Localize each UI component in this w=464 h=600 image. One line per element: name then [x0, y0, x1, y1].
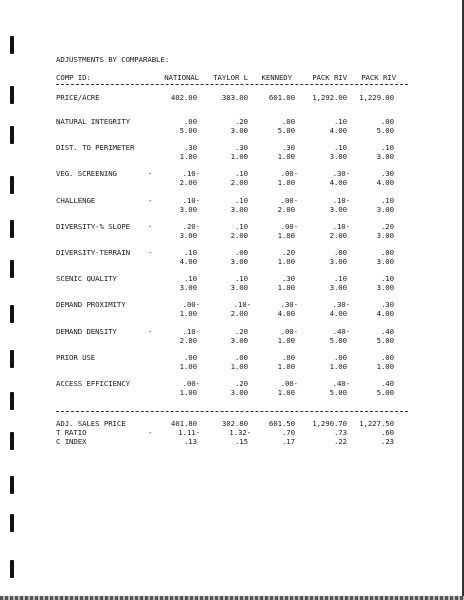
rating-value: 3.00	[329, 283, 347, 292]
adjustment-value: .10	[333, 117, 347, 126]
summary-value: 1.32-	[229, 428, 251, 437]
minus-sign: -	[148, 169, 153, 178]
minus-sign: -	[148, 327, 153, 336]
rating-value: 2.00	[230, 309, 248, 318]
rating-value: 1.00	[179, 362, 197, 371]
factor-label: DIVERSITY-% SLOPE	[56, 222, 130, 231]
rating-value: 1.00	[277, 336, 295, 345]
summary-value: 1,227.50	[359, 419, 394, 428]
adjustment-value: .10	[234, 196, 248, 205]
factor-label: NATURAL INTEGRITY	[56, 117, 130, 126]
price-label: PRICE/ACRE	[56, 93, 100, 102]
rating-value: 2.00	[329, 231, 347, 240]
adjustment-value: .10-	[233, 300, 251, 309]
adjustment-value: .20	[234, 117, 248, 126]
adjustment-value: .30	[380, 300, 394, 309]
adjustment-value: .10	[234, 274, 248, 283]
price-value: 601.00	[268, 93, 295, 102]
price-value: 402.00	[170, 93, 197, 102]
rating-value: 1.00	[179, 388, 197, 397]
adjustment-value: .00-	[280, 169, 298, 178]
rating-value: 3.00	[230, 126, 248, 135]
rating-value: 4.00	[329, 126, 347, 135]
summary-value: .15	[234, 437, 248, 446]
rating-value: 1.00	[277, 388, 295, 397]
summary-label: ADJ. SALES PRICE	[56, 419, 126, 428]
adjustment-value: .00	[333, 353, 347, 362]
rating-value: 3.00	[329, 152, 347, 161]
rating-value: 5.00	[376, 336, 394, 345]
adjustment-value: .00	[234, 353, 248, 362]
adjustment-value: .00-	[280, 379, 298, 388]
factor-label: SCENIC QUALITY	[56, 274, 117, 283]
adjustment-value: .30	[234, 143, 248, 152]
rating-value: 3.00	[179, 231, 197, 240]
adjustment-value: .10	[380, 143, 394, 152]
adjustment-value: .10-	[332, 196, 350, 205]
factor-label: DEMAND PROXIMITY	[56, 300, 126, 309]
adjustment-value: .10	[333, 274, 347, 283]
adjustment-value: .10-	[332, 222, 350, 231]
summary-value: .23	[380, 437, 394, 446]
rating-value: 1.00	[230, 152, 248, 161]
rating-value: 1.00	[376, 362, 394, 371]
adjustment-value: .30-	[280, 300, 298, 309]
factor-label: CHALLENGE	[56, 196, 96, 205]
adjustment-value: .10	[333, 143, 347, 152]
rating-value: 3.00	[376, 231, 394, 240]
rating-value: 5.00	[329, 388, 347, 397]
minus-sign: -	[148, 196, 153, 205]
rating-value: 1.00	[329, 362, 347, 371]
rating-value: 3.00	[179, 283, 197, 292]
comp-id-label: COMP ID:	[56, 73, 91, 82]
adjustment-value: .10	[380, 196, 394, 205]
adjustment-value: .40-	[332, 379, 350, 388]
adjustment-value: .10	[183, 248, 197, 257]
rating-value: 1.00	[277, 283, 295, 292]
adjustment-value: .00-	[182, 379, 200, 388]
adjustment-value: .00	[380, 353, 394, 362]
adjustment-value: .00-	[280, 222, 298, 231]
adjustment-value: .00	[281, 353, 295, 362]
minus-sign: -	[148, 222, 153, 231]
rating-value: 1.00	[230, 362, 248, 371]
header-divider	[56, 84, 408, 85]
adjustment-value: .10-	[182, 196, 200, 205]
adjustment-value: .30-	[332, 169, 350, 178]
adjustment-value: .20-	[182, 222, 200, 231]
adjustment-value: .10	[183, 274, 197, 283]
summary-value: 401.80	[170, 419, 197, 428]
rating-value: 3.00	[179, 205, 197, 214]
price-value: 1,229.00	[359, 93, 394, 102]
rating-value: 1.00	[277, 362, 295, 371]
summary-value: .22	[333, 437, 347, 446]
rating-value: 5.00	[376, 126, 394, 135]
rating-value: 3.00	[230, 205, 248, 214]
factor-label: DIVERSITY-TERRAIN	[56, 248, 130, 257]
adjustment-value: .00	[333, 248, 347, 257]
rating-value: 2.00	[179, 178, 197, 187]
adjustment-value: .20	[380, 222, 394, 231]
summary-value: .17	[281, 437, 295, 446]
summary-value: .73	[333, 428, 347, 437]
summary-value: .60	[380, 428, 394, 437]
adjustment-value: .10	[234, 222, 248, 231]
adjustment-value: .40	[380, 379, 394, 388]
rating-value: 5.00	[277, 126, 295, 135]
summary-divider	[56, 411, 408, 412]
adjustment-value: .00	[281, 117, 295, 126]
adjustment-value: .00-	[182, 300, 200, 309]
rating-value: 3.00	[329, 205, 347, 214]
adjustment-value: .00	[234, 248, 248, 257]
rating-value: 4.00	[376, 178, 394, 187]
adjustment-value: .00	[380, 117, 394, 126]
rating-value: 3.00	[329, 257, 347, 266]
adjustment-value: .00-	[280, 196, 298, 205]
price-value: 1,292.00	[312, 93, 347, 102]
column-header: PACK RIV	[312, 73, 347, 82]
rating-value: 3.00	[376, 283, 394, 292]
adjustment-value: .00	[183, 117, 197, 126]
adjustment-value: .10-	[182, 327, 200, 336]
adjustment-value: .10-	[182, 169, 200, 178]
adjustment-value: .10	[380, 274, 394, 283]
summary-label: C INDEX	[56, 437, 87, 446]
rating-value: 4.00	[277, 309, 295, 318]
summary-value: .13	[183, 437, 197, 446]
adjustment-value: .30	[281, 274, 295, 283]
rating-value: 2.00	[179, 336, 197, 345]
column-header: NATIONAL	[164, 73, 199, 82]
adjustment-value: .30	[183, 143, 197, 152]
adjustment-value: .40	[380, 327, 394, 336]
rating-value: 1.00	[277, 257, 295, 266]
adjustment-value: .20	[234, 379, 248, 388]
minus-sign: -	[148, 428, 153, 437]
document-title: ADJUSTMENTS BY COMPARABLE:	[56, 55, 170, 64]
summary-value: 302.80	[221, 419, 248, 428]
adjustment-value: .30-	[332, 300, 350, 309]
factor-label: PRIOR USE	[56, 353, 96, 362]
adjustment-value: .40-	[332, 327, 350, 336]
rating-value: 4.00	[329, 309, 347, 318]
rating-value: 3.00	[230, 388, 248, 397]
rating-value: 4.00	[329, 178, 347, 187]
adjustment-value: .00	[380, 248, 394, 257]
adjustment-value: .00-	[280, 327, 298, 336]
rating-value: 4.00	[179, 257, 197, 266]
rating-value: 5.00	[376, 388, 394, 397]
rating-value: 3.00	[376, 152, 394, 161]
rating-value: 1.00	[179, 152, 197, 161]
rating-value: 3.00	[376, 257, 394, 266]
rating-value: 3.00	[376, 205, 394, 214]
factor-label: DIST. TO PERIMETER	[56, 143, 135, 152]
adjustment-value: .10	[234, 169, 248, 178]
rating-value: 2.00	[230, 231, 248, 240]
rating-value: 3.00	[230, 257, 248, 266]
summary-value: .70	[281, 428, 295, 437]
adjustment-value: .20	[281, 248, 295, 257]
adjustment-value: .30	[281, 143, 295, 152]
minus-sign: -	[148, 248, 153, 257]
factor-label: DEMAND DENSITY	[56, 327, 117, 336]
summary-value: 601.50	[268, 419, 295, 428]
rating-value: 1.00	[277, 178, 295, 187]
price-value: 303.00	[221, 93, 248, 102]
rating-value: 1.00	[179, 309, 197, 318]
column-header: TAYLOR L	[213, 73, 248, 82]
factor-label: VEG. SCREENING	[56, 169, 117, 178]
rating-value: 4.00	[376, 309, 394, 318]
summary-value: 1,290.70	[312, 419, 347, 428]
rating-value: 5.00	[329, 336, 347, 345]
factor-label: ACCESS EFFICIENCY	[56, 379, 130, 388]
rating-value: 1.00	[277, 231, 295, 240]
adjustment-value: .30	[380, 169, 394, 178]
adjustment-value: .20	[234, 327, 248, 336]
rating-value: 2.00	[277, 205, 295, 214]
summary-value: 1.11-	[178, 428, 200, 437]
column-header: PACK RIV	[361, 73, 396, 82]
rating-value: 5.00	[179, 126, 197, 135]
rating-value: 3.00	[230, 336, 248, 345]
rating-value: 1.00	[277, 152, 295, 161]
adjustment-value: .00	[183, 353, 197, 362]
column-header: KENNEDY	[261, 73, 292, 82]
rating-value: 2.00	[230, 178, 248, 187]
summary-label: T RATIO	[56, 428, 87, 437]
rating-value: 3.00	[230, 283, 248, 292]
